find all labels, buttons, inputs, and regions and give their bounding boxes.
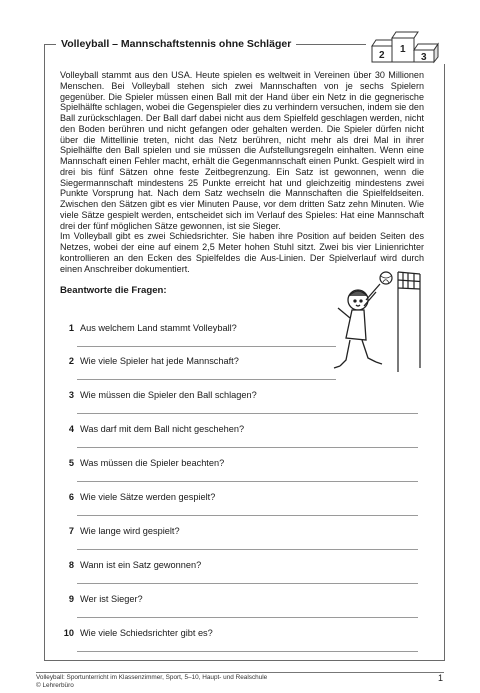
question-number: 7 [68,526,74,536]
intro-paragraph-1: Volleyball stammt aus den USA. Heute spielen es weltweit in Vereinen über 30 Millionen Menschen. Bei Volleyball stehen sich zwei Mannschaften von je sechs Spielern gegenüber. Die Spieler müssen einen Ball mit der Hand über ein Netz in die gegnerische Spielhälfte schlagen, wobei die Gegenspieler dies zu verhindern versuchen, indem sie den Ball zurückschlagen. Der Ball darf dabei nicht aus dem Spielfeld geschlagen werden, nicht den Boden berühren und nicht gefangen oder gehalten werden. Die Spieler dürfen nicht über die Mittellinie treten, nicht das Netz berühren, nicht mehr als drei Mal in ihrer Spielhälfte den Ball spielen und sie müssen die Aufstellungsregeln einhalten. Wenn eine Mannschaft einen Fehler macht, erhält die Gegenmannschaft einen Punkt. Gespielt wird in drei bis fünf Sätzen ohne feste Zeitbegrenzung. Ein Satz ist gewonnen, wenn die Siegermannschaft mindestens 25 Punkte erreicht hat und gleichzeitig mindestens zwei Punkte Vorsprung hat. Nach dem Satz wechseln die Mannschaften die Spielfeldseiten. Zwischen den Sätzen gibt es vier Minuten Pause, vor dem dritten Satz zehn Minuten. Wie viele Sätze gespielt werden, entscheidet sich im Verlauf des Spieles: Hat eine Mannschaft drei der fünf möglichen Sätze gewonnen, ist sie Sieger. [60,70,424,231]
question-6 [62,491,215,503]
question-4 [62,423,244,435]
question-number: 5 [68,458,74,468]
answer-line-10[interactable] [77,651,418,652]
question-1 [62,322,237,334]
question-number: 2 [68,356,74,366]
question-text: Wie viele Spieler hat jede Mannschaft? [80,356,239,366]
question-number: 8 [68,560,74,570]
podium-place-2: 2 [379,50,385,61]
footer-source: Volleyball: Sportunterricht im Klassenzimmer, Sport, 5–10, Haupt- und Realschule [36,674,268,681]
question-text: Wer ist Sieger? [80,594,143,604]
question-number: 10 [63,628,74,638]
volleyball-player-illustration [328,268,428,376]
podium-icon [366,30,446,64]
answer-line-7[interactable] [77,549,418,550]
question-text: Aus welchem Land stammt Volleyball? [80,323,237,333]
footer-divider [36,672,444,673]
footer-copyright: © Lehrerbüro [36,682,74,689]
answer-line-6[interactable] [77,515,418,516]
question-8 [62,559,201,571]
footer-credits [36,674,267,690]
answer-line-2[interactable] [77,379,336,380]
question-text: Wie viele Schiedsrichter gibt es? [80,628,213,638]
question-text: Wie lange wird gespielt? [80,526,180,536]
podium-place-1: 1 [400,44,406,55]
question-number: 9 [68,594,74,604]
answer-line-4[interactable] [77,447,418,448]
page-number: 1 [438,673,444,683]
answer-line-1[interactable] [77,346,336,347]
answer-line-5[interactable] [77,481,418,482]
question-7 [62,525,180,537]
podium-place-3: 3 [421,52,427,63]
question-text: Wann ist ein Satz gewonnen? [80,560,202,570]
question-number: 4 [68,424,74,434]
question-text: Was darf mit dem Ball nicht geschehen? [80,424,245,434]
question-number: 3 [68,390,74,400]
question-number: 1 [68,323,74,333]
question-3 [62,389,257,401]
worksheet-title: Volleyball – Mannschaftstennis ohne Schläger [56,37,296,51]
intro-paragraph-2: Im Volleyball gibt es zwei Schiedsrichter. Sie haben ihre Position auf beiden Seiten des Netzes, wobei der eine auf einem 2,5 Meter hohen Stuhl sitzt. Zwei bis vier Linienrichter kontrollieren an den Ecken des Spielfeldes die Aus-Linien. Der Spielverlauf wird durch einen Anschreiber dokumentiert. [60,231,424,274]
question-text: Was müssen die Spieler beachten? [80,458,225,468]
intro-text [60,70,424,274]
answer-line-8[interactable] [77,583,418,584]
question-number: 6 [68,492,74,502]
answer-line-9[interactable] [77,617,418,618]
question-2 [62,355,239,367]
answer-line-3[interactable] [77,413,418,414]
question-10 [62,627,213,639]
question-text: Wie viele Sätze werden gespielt? [80,492,216,502]
question-9 [62,593,143,605]
question-5 [62,457,224,469]
questions-heading: Beantworte die Fragen: [60,285,167,296]
question-text: Wie müssen die Spieler den Ball schlagen? [80,390,257,400]
